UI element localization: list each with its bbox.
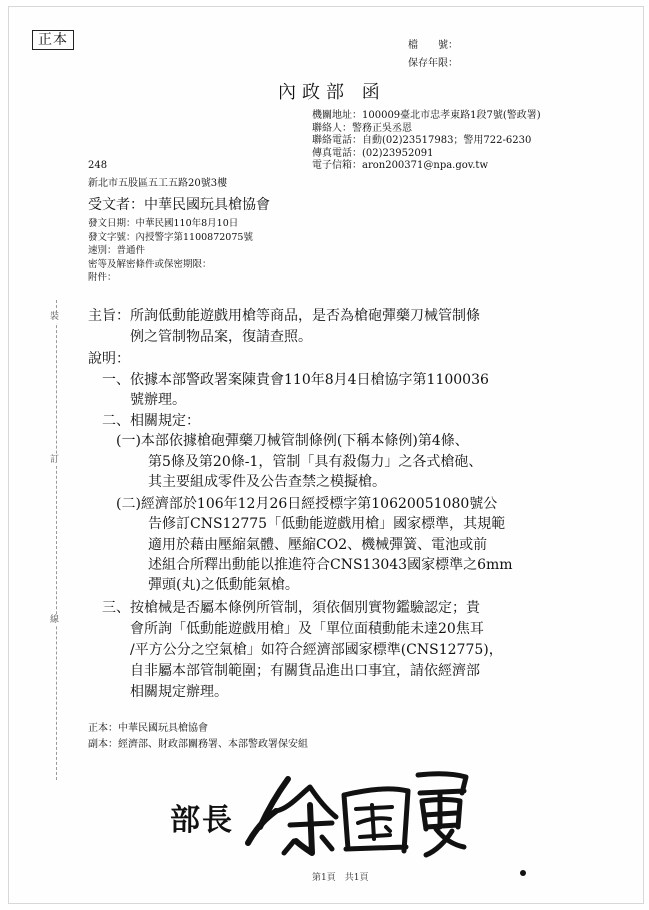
delivery-speed: 速別：普通件 <box>88 245 146 256</box>
recipient-zip: 248 <box>88 160 108 171</box>
item2-sub1-line-2: 第5條及第20條-1，管制「具有殺傷力」之各式槍砲、 <box>148 454 483 470</box>
sender-address: 機關地址：100009臺北市忠孝東路1段7號(警政署) <box>312 110 541 121</box>
binding-mark-xian: 線 <box>50 615 60 625</box>
item2-sub1-line-3: 其主要組成零件及公告查禁之模擬槍。 <box>148 474 386 490</box>
file-number-label: 檔 號： <box>408 40 458 51</box>
item3-line-4: 自非屬本部管制範圍；有關貨品進出口事宜，請依經濟部 <box>130 663 480 679</box>
item2-sub2-line-1: (二)經濟部於106年12月26日經授標字第10620051080號公 <box>116 496 498 512</box>
item3-line-2: 會所詢「低動能遊戲用槍」及「單位面積動能未達20焦耳 <box>130 621 484 637</box>
binding-mark-zhuang: 裝 <box>50 312 60 322</box>
item2-sub2-line-4: 述組合所釋出動能以推進符合CNS13043國家標準之6mm <box>148 557 513 573</box>
retention-period-label: 保存年限： <box>408 58 458 69</box>
item2-sub2-line-3: 適用於藉由壓縮氣體、壓縮CO2、機械彈簧、電池或前 <box>148 537 488 553</box>
item2-sub1-line-1: (一)本部依據槍砲彈藥刀械管制條例(下稱本條例)第4條、 <box>116 433 469 449</box>
attachment-label: 附件： <box>88 272 117 283</box>
recipient-line: 受文者：中華民國玩具槍協會 <box>88 197 270 213</box>
item3-line-3: /平方公分之空氣槍」如符合經濟部國家標準(CNS12775)， <box>130 642 503 658</box>
item2-sub2-line-5: 彈頭(丸)之低動能氣槍。 <box>148 577 299 593</box>
page-footer: 第1頁 共1頁 <box>312 873 369 883</box>
binding-line <box>56 300 57 780</box>
sender-phone: 聯絡電話：自動(02)23517983；警用722-6230 <box>312 135 532 146</box>
item1-line-1: 一、依據本部警政署案陳貴會110年8月4日槍協字第1100036 <box>102 372 489 388</box>
issue-reference-number: 發文字號：內授警字第1100872075號 <box>88 231 253 243</box>
issue-date: 發文日期：中華民國110年8月10日 <box>88 218 239 229</box>
recipient-address: 新北市五股區五工五路20號3樓 <box>88 178 228 189</box>
signatory-title: 部長 <box>170 803 234 838</box>
sender-contact: 聯絡人：警務正吳丞恩 <box>312 122 412 134</box>
sender-info <box>312 110 541 173</box>
subject-line-1: 主旨：所詢低動能遊戲用槍等商品，是否為槍砲彈藥刀械管制條 <box>88 308 480 324</box>
binding-mark-ding: 訂 <box>50 455 60 465</box>
handwritten-signature <box>240 765 480 860</box>
item3-line-5: 相關規定辦理。 <box>130 684 228 700</box>
original-copy-badge: 正本 <box>32 30 74 50</box>
original-recipient-list: 正本：中華民國玩具槍協會 <box>88 723 208 734</box>
copy-recipient-list: 副本：經濟部、財政部關務署、本部警政署保安組 <box>88 739 308 750</box>
item2-label: 二、相關規定： <box>102 413 200 429</box>
subject-line-2: 例之管制物品案，復請查照。 <box>130 329 312 345</box>
item3-line-1: 三、按槍械是否屬本條例所管制，須依個別實物鑑驗認定；貴 <box>102 600 480 616</box>
sender-email: 電子信箱：aron200371@npa.gov.tw <box>312 160 489 171</box>
ink-dot <box>520 870 526 876</box>
explanation-label: 說明： <box>88 351 130 367</box>
item2-sub2-line-2: 告修訂CNS12775「低動能遊戲用槍」國家標準，其規範 <box>148 516 506 532</box>
sender-fax: 傳真電話：(02)23952091 <box>312 147 434 159</box>
item1-line-2: 號辦理。 <box>130 392 186 408</box>
security-level: 密等及解密條件或保密期限： <box>88 258 212 270</box>
document-title: 內政部 函 <box>278 82 386 103</box>
document-meta <box>88 217 253 285</box>
